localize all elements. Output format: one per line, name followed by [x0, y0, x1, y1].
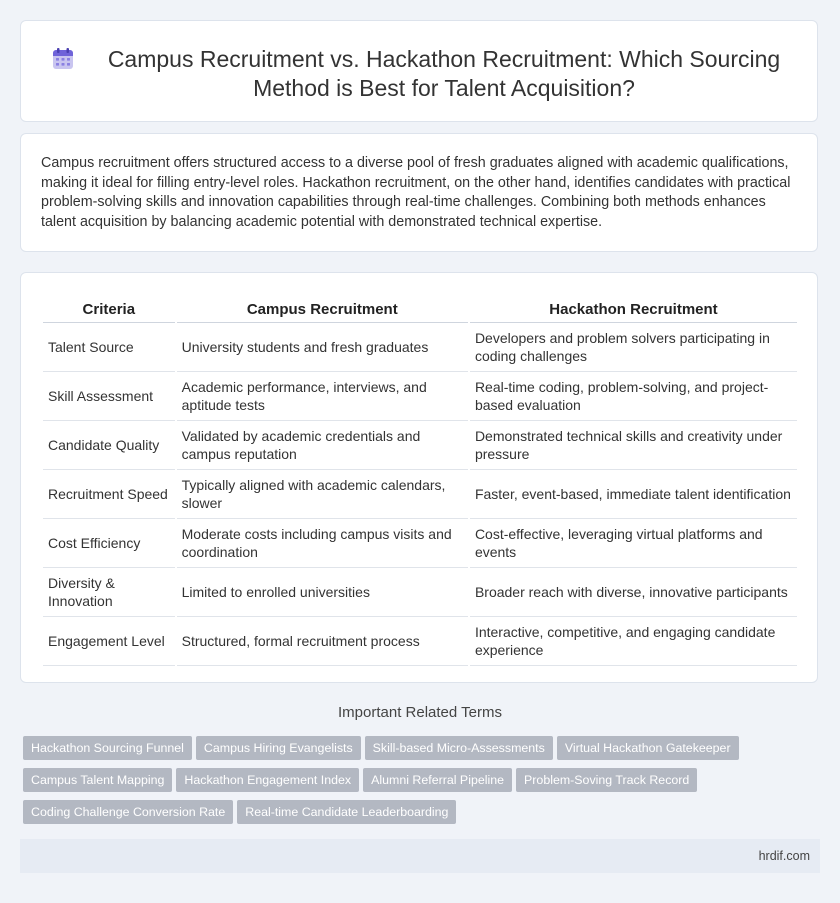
related-terms-list [23, 736, 783, 832]
table-row [43, 617, 797, 666]
comparison-card [20, 272, 818, 683]
comparison-table [43, 295, 797, 666]
footer [20, 839, 820, 873]
hackathon-cell: Developers and problem solvers participating in coding challenges [469, 323, 797, 372]
calendar-icon [51, 47, 75, 71]
campus-cell: Moderate costs including campus visits and coordination [176, 519, 469, 568]
footer-site[interactable]: hrdif.com [758, 849, 810, 863]
hackathon-cell: Faster, event-based, immediate talent identification [469, 470, 797, 519]
criteria-cell: Diversity & Innovation [43, 568, 176, 617]
campus-cell: Validated by academic credentials and campus reputation [176, 421, 469, 470]
hackathon-cell: Real-time coding, problem-solving, and project-based evaluation [469, 372, 797, 421]
related-term-tag[interactable]: Virtual Hackathon Gatekeeper [557, 736, 739, 760]
related-term-tag[interactable]: Campus Hiring Evangelists [196, 736, 361, 760]
table-row [43, 470, 797, 519]
hackathon-cell: Demonstrated technical skills and creativity under pressure [469, 421, 797, 470]
criteria-cell: Candidate Quality [43, 421, 176, 470]
intro-card [20, 133, 818, 252]
campus-cell: Typically aligned with academic calendars, slower [176, 470, 469, 519]
table-header-row [43, 295, 797, 323]
campus-cell: Limited to enrolled universities [176, 568, 469, 617]
criteria-cell: Skill Assessment [43, 372, 176, 421]
campus-cell: University students and fresh graduates [176, 323, 469, 372]
related-term-tag[interactable]: Real-time Candidate Leaderboarding [237, 800, 456, 824]
header-criteria: Criteria [43, 295, 176, 323]
related-term-tag[interactable]: Skill-based Micro-Assessments [365, 736, 553, 760]
intro-paragraph: Campus recruitment offers structured access to a diverse pool of fresh graduates aligned with academic qualifications, making it ideal for filling entry-level roles. Hackathon recruitment, on the other hand, identifies candidates with practical problem-solving skills and innovation capabilities through real-time challenges. Combining both methods enhances talent acquisition by balancing academic potential with demonstrated technical expertise. [41, 155, 791, 230]
page-title: Campus Recruitment vs. Hackathon Recruitment: Which Sourcing Method is Best for Talent Acquisition? [107, 46, 781, 101]
related-term-tag[interactable]: Coding Challenge Conversion Rate [23, 800, 233, 824]
table-row [43, 323, 797, 372]
hackathon-cell: Cost-effective, leveraging virtual platforms and events [469, 519, 797, 568]
campus-cell: Structured, formal recruitment process [176, 617, 469, 666]
table-row [43, 421, 797, 470]
table-row [43, 519, 797, 568]
criteria-cell: Cost Efficiency [43, 519, 176, 568]
related-terms-heading: Important Related Terms [338, 704, 502, 721]
table-row [43, 568, 797, 617]
criteria-cell: Engagement Level [43, 617, 176, 666]
related-term-tag[interactable]: Hackathon Engagement Index [176, 768, 359, 792]
criteria-cell: Talent Source [43, 323, 176, 372]
related-term-tag[interactable]: Hackathon Sourcing Funnel [23, 736, 192, 760]
header-campus: Campus Recruitment [176, 295, 469, 323]
campus-cell: Academic performance, interviews, and aptitude tests [176, 372, 469, 421]
hackathon-cell: Interactive, competitive, and engaging candidate experience [469, 617, 797, 666]
related-term-tag[interactable]: Campus Talent Mapping [23, 768, 172, 792]
related-term-tag[interactable]: Problem-Soving Track Record [516, 768, 697, 792]
header-hackathon: Hackathon Recruitment [469, 295, 797, 323]
table-row [43, 372, 797, 421]
criteria-cell: Recruitment Speed [43, 470, 176, 519]
related-term-tag[interactable]: Alumni Referral Pipeline [363, 768, 512, 792]
hackathon-cell: Broader reach with diverse, innovative participants [469, 568, 797, 617]
title-card [20, 20, 818, 122]
